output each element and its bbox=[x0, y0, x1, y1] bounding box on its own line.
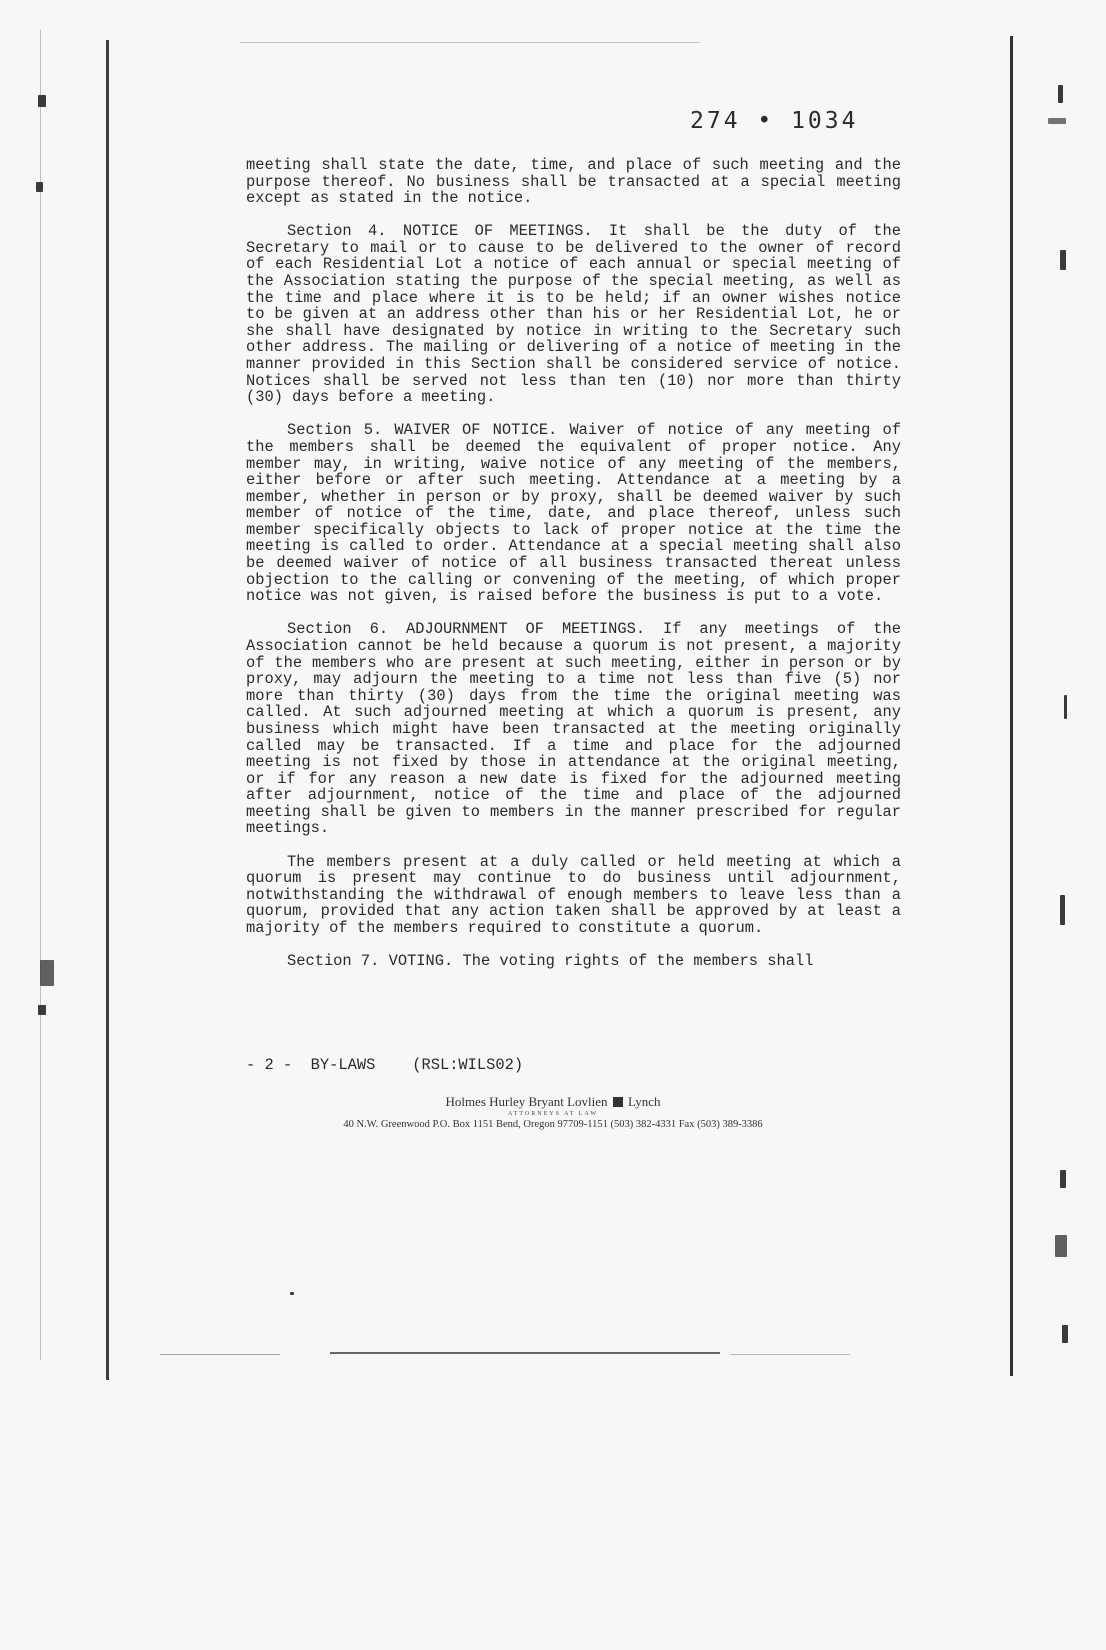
law-firm-address: 40 N.W. Greenwood P.O. Box 1151 Bend, Oregon 97709-1151 (503) 382-4331 Fax (503) 389-3386 bbox=[343, 1119, 763, 1130]
scan-speck bbox=[1060, 1170, 1066, 1188]
bottom-scan-line-right bbox=[730, 1354, 850, 1355]
scan-speck bbox=[1048, 118, 1066, 124]
firm-logo-icon bbox=[613, 1097, 623, 1107]
scan-speck bbox=[290, 1292, 294, 1295]
law-firm-name-part-b: Lynch bbox=[628, 1094, 661, 1109]
paragraph-quorum-continuation: The members present at a duly called or held meeting at which a quorum is present may continue to do business until adjournment, notwithstanding the withdrawal of enough members to leave less than a quorum, provided that any action taken shall be approved by at least a majority of the members required to constitute a quorum. bbox=[246, 852, 901, 937]
top-scan-line bbox=[240, 42, 700, 43]
scan-speck bbox=[1055, 1235, 1067, 1257]
paragraph-section-7-voting: Section 7. VOTING. The voting rights of the members shall bbox=[287, 952, 814, 971]
scan-speck bbox=[1060, 250, 1066, 270]
paragraph-section-4-notice-of-meetings: Section 4. NOTICE OF MEETINGS. It shall be the duty of the Secretary to mail or to cause to be delivered to the owner of record of each Residential Lot a notice of each annual or special meeting of the Association stating the purpose of the special meeting, as well as the time and place where it is to be held; if an owner wishes notice to be given at an address other than his or her Residential Lot, he or she shall have designated by notice in writing to the Secretary such other address. The mailing or delivering of a notice of meeting in the manner provided in this Section shall be considered service of notice. Notices shall be served not less than ten (10) nor more than thirty (30) days before a meeting. bbox=[246, 222, 901, 407]
scan-speck bbox=[1058, 85, 1063, 103]
law-firm-name bbox=[0, 1094, 1106, 1110]
bylaws-body bbox=[246, 157, 901, 986]
scan-speck bbox=[38, 1005, 46, 1015]
scan-speck bbox=[38, 95, 46, 107]
scan-speck bbox=[1062, 1325, 1068, 1343]
bottom-scan-line bbox=[330, 1352, 720, 1354]
page-number: 274 • 1034 bbox=[690, 108, 859, 134]
scan-speck bbox=[1060, 895, 1065, 925]
right-margin-line bbox=[1010, 36, 1013, 1376]
paragraph-meeting-notice-continued: meeting shall state the date, time, and place of such meeting and the purpose thereof. No business shall be transacted at a special meeting except as stated in the notice. bbox=[246, 156, 901, 208]
paragraph-section-6-adjournment: Section 6. ADJOURNMENT OF MEETINGS. If any meetings of the Association cannot be held because a quorum is not present, a majority of the members who are present at such meeting, either in person or by proxy, may adjourn the meeting to a time not less than five (5) nor more than thirty (30) days from the time the original meeting was called. At such adjourned meeting at which a quorum is present, any business which might have been transacted at the meeting originally called may be transacted. If a time and place for the adjourned meeting is not fixed by those in attendance at the original meeting, or if for any reason a new date is fixed for the adjourned meeting after adjournment, notice of the time and place of the adjourned meeting shall be given to members in the manner prescribed for regular meetings. bbox=[246, 620, 901, 838]
scan-speck bbox=[40, 960, 54, 986]
bottom-scan-line-left bbox=[160, 1354, 280, 1355]
left-binding-line bbox=[106, 40, 109, 1380]
left-margin-shadow bbox=[40, 30, 41, 1360]
scan-speck bbox=[36, 182, 43, 192]
paragraph-section-5-waiver-of-notice: Section 5. WAIVER OF NOTICE. Waiver of notice of any meeting of the members shall be deemed the equivalent of proper notice. Any member may, in writing, waive notice of any meeting of the members, either before or after such meeting. Attendance at a meeting by a member, whether in person or by proxy, shall be deemed waiver by such member of notice of the time, date, and place thereof, unless such member specifically objects to lack of proper notice at the time the meeting is called to order. Attendance at a special meeting shall also be deemed waiver of notice of all business transacted thereat unless objection to the calling or convening of the meeting, of which proper notice was not given, is raised before the business is put to a vote. bbox=[246, 421, 901, 606]
scan-speck bbox=[1064, 695, 1067, 719]
page-footer-label: - 2 - BY-LAWS (RSL:WILS02) bbox=[246, 1056, 524, 1074]
law-firm-subtitle: ATTORNEYS AT LAW bbox=[508, 1111, 598, 1117]
law-firm-name-part-a: Holmes Hurley Bryant Lovlien bbox=[445, 1094, 608, 1109]
